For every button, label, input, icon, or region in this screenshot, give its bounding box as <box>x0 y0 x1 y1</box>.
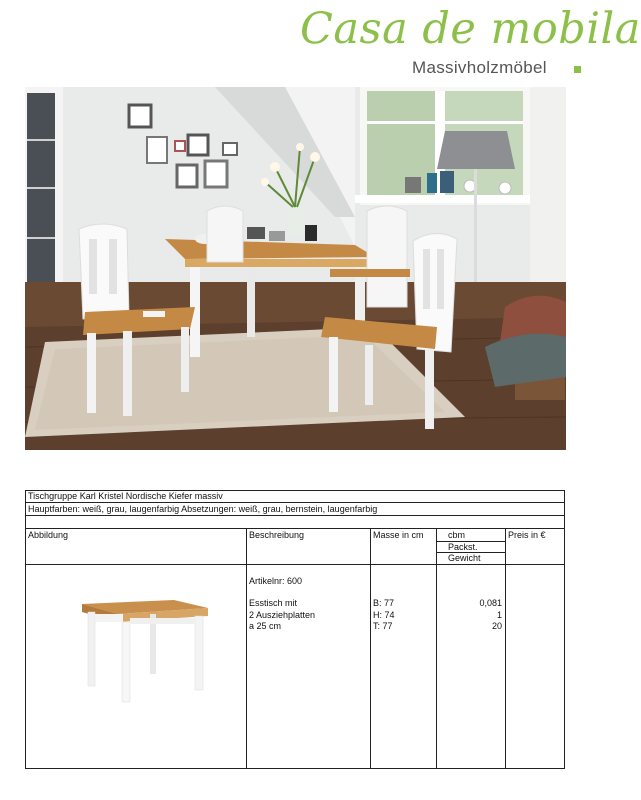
header-packages: Packst. <box>448 542 478 552</box>
article-number: Artikelnr: 600 <box>249 576 303 586</box>
description-line-2: 2 Ausziehplatten <box>249 610 316 620</box>
brand-accent-square <box>574 66 581 73</box>
col-divider-1 <box>246 529 247 769</box>
header-dimensions: Masse in cm <box>373 530 424 540</box>
product-table-image <box>78 594 212 704</box>
packages-value: 1 <box>496 610 502 620</box>
col-divider-4 <box>505 529 506 769</box>
header-image: Abbildung <box>28 530 69 540</box>
cbm-value: 0,081 <box>479 598 502 608</box>
header-price: Preis in € <box>508 530 546 540</box>
dimension-width: B: 77 <box>373 598 395 608</box>
col-divider-2 <box>370 529 371 769</box>
header-cbm: cbm <box>448 530 466 540</box>
product-title: Tischgruppe Karl Kristel Nordische Kiefer massiv <box>28 491 223 501</box>
dining-room-photo <box>25 87 566 450</box>
dimension-height: H: 74 <box>373 610 395 620</box>
spacer-row <box>25 516 565 529</box>
brand-logo-script: Casa de mobila <box>300 4 641 54</box>
brand-tagline: Massivholzmöbel <box>412 58 547 77</box>
product-colors: Hauptfarben: weiß, grau, laugenfarbig Absetzungen: weiß, grau, bernstein, laugenfarbig <box>28 504 378 514</box>
description-line-1: Esstisch mit <box>249 598 298 608</box>
header-description: Beschreibung <box>249 530 305 540</box>
description-line-3: a 25 cm <box>249 621 282 631</box>
col-divider-3 <box>436 529 437 769</box>
weight-value: 20 <box>491 621 502 631</box>
dimension-depth: T: 77 <box>373 621 393 631</box>
header-bottom-line <box>25 564 565 565</box>
header-weight: Gewicht <box>448 553 481 563</box>
